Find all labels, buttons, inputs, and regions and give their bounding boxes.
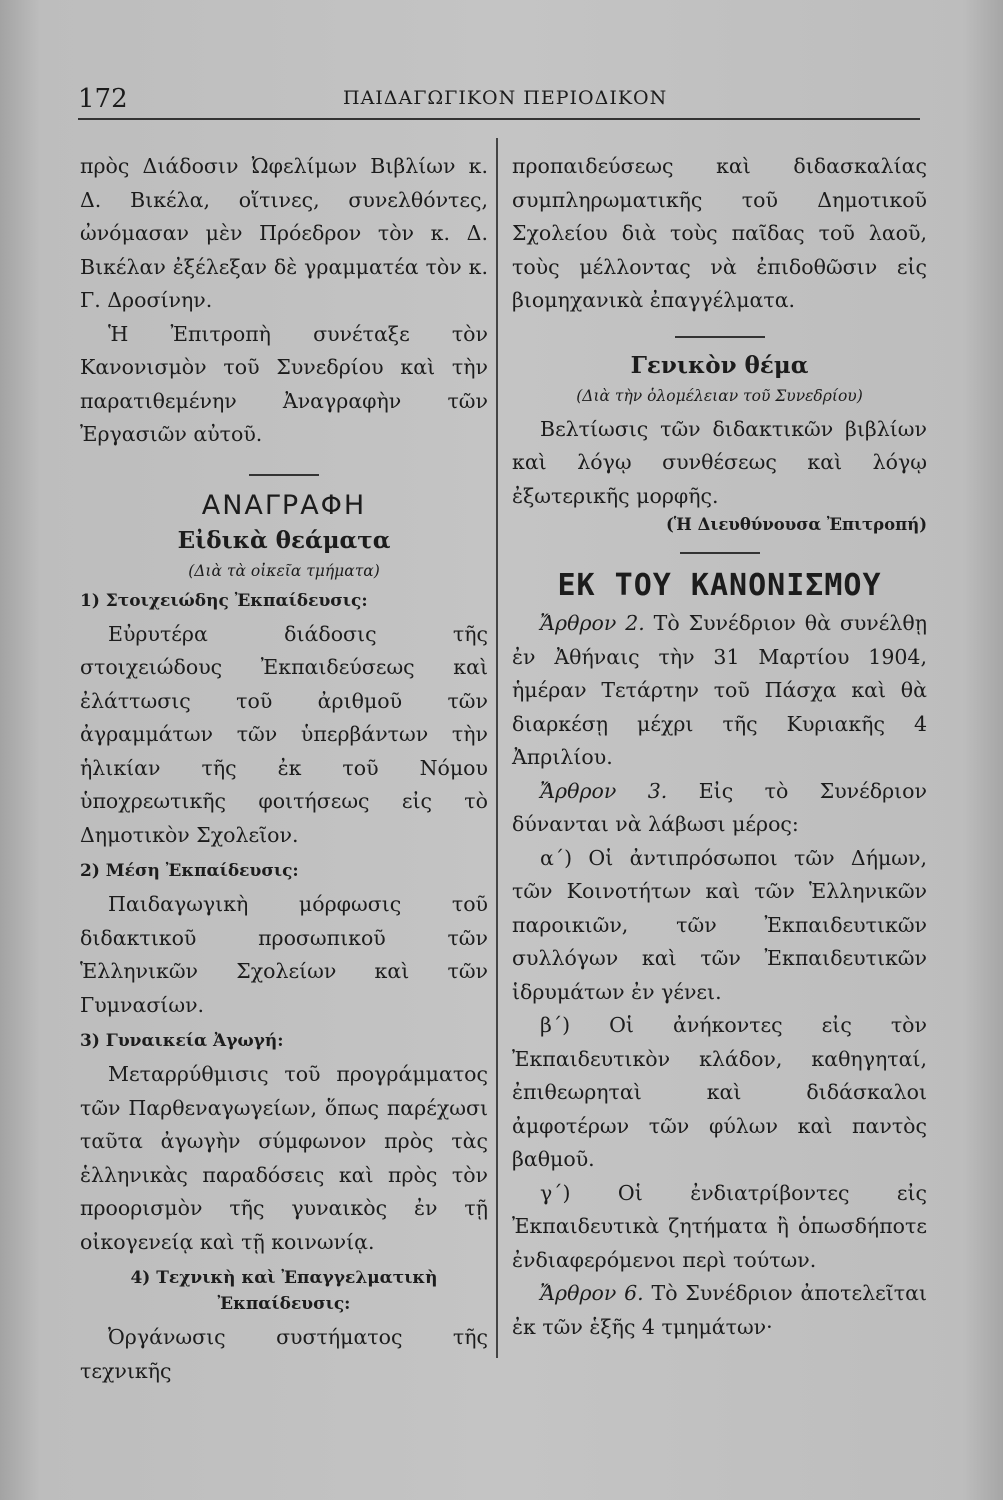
article-text: Τὸ Συνέδριον θὰ συνέλθῃ ἐν Ἀθήναις τὴν 31 Μαρτίου 1904, ἡμέραν Τετάρτην τοῦ Πάσχα καὶ θὰ διαρκέσῃ μέχρι τῆς Κυριακῆς 4 Ἀπριλίου. bbox=[512, 611, 927, 769]
page-number: 172 bbox=[78, 84, 128, 114]
column-divider bbox=[496, 138, 498, 1358]
section-title: ΑΝΑΓΡΑΦΗ bbox=[201, 489, 367, 521]
paragraph: Βελτίωσις τῶν διδακτικῶν βιβλίων καὶ λόγῳ συνθέσεως καὶ λόγῳ ἐξωτερικῆς μορφῆς. bbox=[512, 416, 927, 508]
running-title: ΠΑΙΔΑΓΩΓΙΚΟΝ ΠΕΡΙΟΔΙΚΟΝ bbox=[343, 87, 668, 109]
paragraph: Εὐρυτέρα διάδοσις τῆς στοιχειώδους Ἐκπαιδεύσεως καὶ ἐλάττωσις τοῦ ἀριθμοῦ τῶν ἀγραμμάτων τῶν ὑπερβάντων τὴν ἡλικίαν τῆς ἐκ τοῦ Νόμου ὑποχρεωτικῆς φοιτήσεως εἰς τὸ Δημοτικὸν Σχολεῖον. bbox=[80, 621, 488, 847]
list-item: α΄) Οἱ ἀντιπρόσωποι τῶν Δήμων, τῶν Κοινοτήτων καὶ τῶν Ἑλληνικῶν παροικιῶν, τῶν Ἐκπαιδευτικῶν συλλόγων καὶ τῶν Ἐκπαιδευτικῶν ἱδρυμάτων ἐν γένει. bbox=[512, 845, 927, 1004]
header-rule bbox=[78, 118, 920, 120]
subheading: 1) Στοιχειώδης Ἐκπαίδευσις: bbox=[80, 590, 368, 611]
signature: (Ἡ Διευθύνουσα Ἐπιτροπή) bbox=[666, 515, 927, 534]
paragraph: Ὀργάνωσις συστήματος τῆς τεχνικῆς bbox=[80, 1325, 488, 1383]
article-label: Ἄρθρον 6. bbox=[540, 1281, 644, 1305]
left-column bbox=[80, 150, 488, 1388]
paragraph: πρὸς Διάδοσιν Ὠφελίμων Βιβλίων κ. Δ. Βικέλα, οἵτινες, συνελθόντες, ὠνόμασαν μὲν Πρόεδρον τὸν κ. Δ. Βικέλαν ἐξέλεξαν δὲ γραμματέα τὸν κ. Γ. Δροσίνην. bbox=[80, 154, 488, 312]
list-item: β΄) Οἱ ἀνήκοντες εἰς τὸν Ἐκπαιδευτικὸν κλάδον, καθηγηταί, ἐπιθεωρηταὶ καὶ διδάσκαλοι ἀμφοτέρων τῶν φύλων καὶ παντὸς βαθμοῦ. bbox=[512, 1013, 927, 1171]
rules-title: ΕΚ ΤΟΥ ΚΑΝΟΝΙΣΜΟΥ bbox=[557, 568, 882, 603]
section-subtitle: Εἰδικὰ θεάματα bbox=[177, 526, 391, 554]
general-topic-note: (Διὰ τὴν ὁλομέλειαν τοῦ Συνεδρίου) bbox=[576, 386, 863, 405]
list-item: γ΄) Οἱ ἐνδιατρίβοντες εἰς Ἐκπαιδευτικὰ ζητήματα ἢ ὁπωσδήποτε ἐνδιαφερόμενοι περὶ τούτων. bbox=[512, 1180, 927, 1272]
paragraph: Ἡ Ἐπιτροπὴ συνέταξε τὸν Κανονισμὸν τοῦ Συνεδρίου καὶ τὴν παρατιθεμένην Ἀναγραφὴν τῶν Ἐργασιῶν αὐτοῦ. bbox=[80, 321, 488, 446]
subheading: 2) Μέση Ἐκπαίδευσις: bbox=[80, 861, 299, 881]
general-topic-title: Γενικὸν θέμα bbox=[630, 351, 809, 379]
section-divider bbox=[249, 474, 319, 476]
section-divider bbox=[680, 552, 760, 554]
article-text: Τὸ Συνέδριον ἀποτελεῖται ἐκ τῶν ἑξῆς 4 τμημάτων· bbox=[512, 1281, 927, 1339]
section-note: (Διὰ τὰ οἰκεῖα τμήματα) bbox=[188, 561, 380, 580]
right-column bbox=[512, 150, 927, 1344]
subheading: 3) Γυναικεία Ἀγωγή: bbox=[80, 1031, 284, 1051]
paragraph: προπαιδεύσεως καὶ διδασκαλίας συμπληρωματικῆς τοῦ Δημοτικοῦ Σχολείου διὰ τοὺς παῖδας τοῦ λαοῦ, τοὺς μέλλοντας νὰ ἐπιδοθῶσιν εἰς βιομηχανικὰ ἐπαγγέλματα. bbox=[512, 154, 927, 312]
paragraph: Παιδαγωγικὴ μόρφωσις τοῦ διδακτικοῦ προσωπικοῦ τῶν Ἑλληνικῶν Σχολείων καὶ τῶν Γυμνασίων. bbox=[80, 892, 488, 1017]
article-label: Ἄρθρον 3. bbox=[540, 778, 668, 803]
section-divider bbox=[675, 336, 765, 338]
article-text: Εἰς τὸ Συνέδριον δύνανται νὰ λάβωσι μέρος: bbox=[512, 778, 927, 836]
subheading: 4) Τεχνικὴ καὶ Ἐπαγγελματικὴ Ἐκπαίδευσις: bbox=[130, 1268, 438, 1314]
paragraph: Μεταρρύθμισις τοῦ προγράμματος τῶν Παρθεναγωγείων, ὅπως παρέχωσι ταῦτα ἀγωγὴν σύμφωνον πρὸς τὰς ἑλληνικὰς παραδόσεις καὶ πρὸς τὸν προορισμὸν τῆς γυναικὸς ἐν τῇ οἰκογενείᾳ καὶ τῇ κοινωνίᾳ. bbox=[80, 1062, 488, 1254]
article-label: Ἄρθρον 2. bbox=[540, 611, 645, 635]
page-header bbox=[78, 84, 920, 118]
